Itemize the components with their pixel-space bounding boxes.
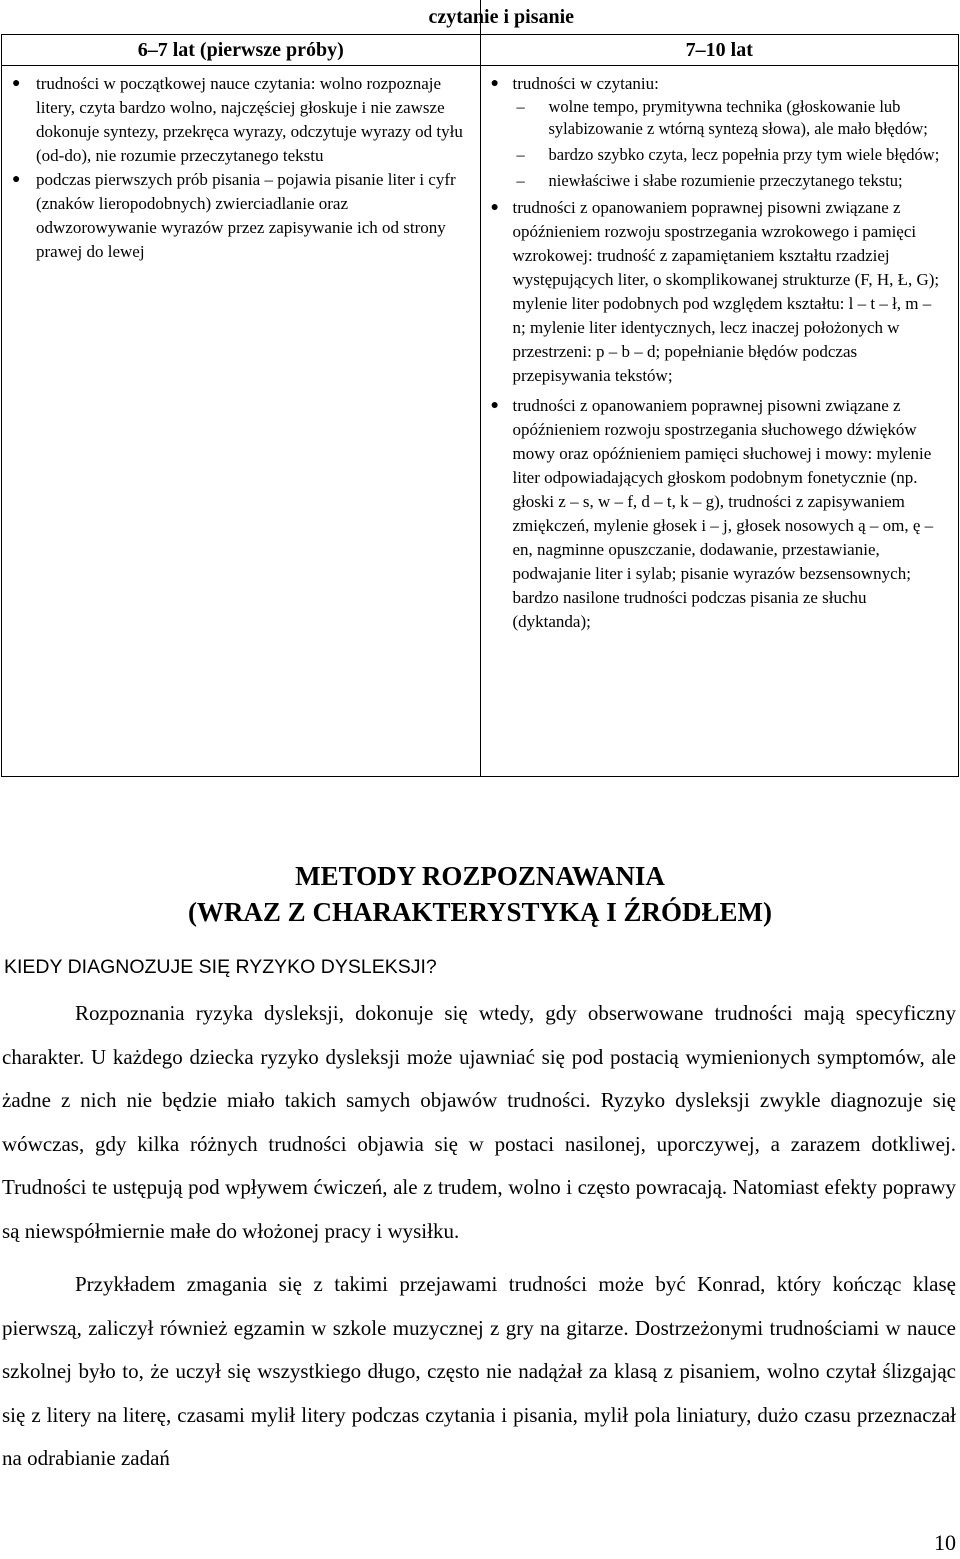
bullet-icon: ● (490, 76, 499, 91)
column-header-right: 7–10 lat (480, 35, 959, 66)
dash-icon: – (516, 97, 525, 116)
left-bullet-list (2, 66, 480, 264)
section-heading-line1: METODY ROZPOZNAWANIA (295, 861, 665, 891)
bullet-icon: ● (490, 398, 499, 413)
dash-item-text: niewłaściwe i słabe rozumienie przeczytanego tekstu; (548, 171, 903, 190)
paragraph: Przykładem zmagania się z takimi przejawami trudności może być Konrad, który kończąc klasę pierwszą, zaliczył również egzamin w szkole muzycznej z gry na gitarze. Dostrzeżonymi trudnościami w nauce szkolnej było to, że uczył się wszystkiego długo, często nie nadążał za klasą z pisaniem, wolno czytał ślizgając się z litery na literę, czasami mylił litery podczas czytania i pisania, mylił pola liniatury, dużo czasu przeznaczał na odrabianie zadań (2, 1272, 956, 1470)
column-header-left: 6–7 lat (pierwsze próby) (2, 35, 481, 66)
page-number: 10 (934, 1530, 956, 1555)
dash-item (513, 170, 947, 192)
dash-item-text: wolne tempo, prymitywna technika (głoskowanie lub sylabizowanie z wtórną syntezą słowa), ale mało błędów; (548, 97, 928, 138)
dash-icon: – (516, 171, 525, 190)
list-item (481, 72, 947, 192)
list-item (481, 196, 947, 388)
bullet-icon: ● (12, 76, 21, 91)
symptoms-grid (1, 0, 959, 777)
list-item (2, 72, 470, 168)
bullet-icon: ● (490, 200, 499, 215)
list-item-text: trudności z opanowaniem poprawnej pisowni związane z opóźnieniem rozwoju spostrzegania wzrokowego i pamięci wzrokowej: trudność z zapamiętaniem kształtu rzadziej występujących liter, o skomplikowanej strukturze (F, H, Ł, G); mylenie liter podobnych pod względem kształtu: l – t – ł, m – n; mylenie liter identycznych, lecz inaczej położonych w przestrzeni: p – b – d; popełnianie błędów podczas przepisywania tekstów; (512, 198, 940, 385)
bullet-icon: ● (12, 172, 21, 187)
reading-difficulties-title: trudności w czytaniu: (512, 74, 659, 93)
list-item-text: trudności w początkowej nauce czytania: wolno rozpoznaje litery, czyta bardzo wolno, najczęściej głoskuje i nie zawsze dokonuje syntezy, przekręca wyrazy, odczytuje wyrazy od tyłu (od-do), nie rozumie przeczytanego tekstu (36, 74, 463, 165)
dash-item (513, 144, 947, 166)
list-item (2, 168, 470, 264)
list-item-text: podczas pierwszych prób pisania – pojawia pisanie liter i cyfr (znaków lieropodobnych) zwierciadlanie oraz odwzorowywanie wyrazów przez zapisywanie ich od strony prawej do lewej (36, 170, 456, 261)
list-item-text: trudności z opanowaniem poprawnej pisowni związane z opóźnieniem rozwoju spostrzegania słuchowego dźwięków mowy oraz opóźnieniem pamięci słuchowej i mowy: mylenie liter odpowiadających głoskom podobnym fonetycznie (np. głoski z – s, w – f, d – t, k – g), trudności z zapisywaniem zmiękczeń, mylenie głosek i – j, głosek nosowych ą – om, ę – en, nagminne opuszczanie, dodawanie, przestawianie, podwajanie liter i sylab; pisanie wyrazów bezsensownych; bardzo nasilone trudności podczas pisania ze słuchu (dyktanda); (512, 396, 934, 631)
reading-dash-list (513, 96, 947, 192)
section-heading-line2: (WRAZ Z CHARAKTERYSTYKĄ I ŹRÓDŁEM) (187, 897, 773, 927)
right-bullet-list (481, 66, 959, 634)
table-header-empty-cell (2, 0, 481, 35)
table-header-title (428, 0, 959, 35)
list-item (481, 394, 947, 634)
dash-item (513, 96, 947, 140)
table-header-title-text: czytanie i pisanie (428, 6, 575, 28)
left-column-cell (2, 66, 481, 777)
dash-icon: – (516, 145, 525, 164)
right-column-cell (480, 66, 959, 777)
section-question: KIEDY DIAGNOZUJE SIĘ RYZYKO DYSLEKSJI? (4, 956, 437, 978)
symptoms-table (0, 0, 960, 777)
dash-item-text: bardzo szybko czyta, lecz popełnia przy tym wiele błędów; (548, 145, 940, 164)
document-section (0, 858, 960, 1481)
paragraph: Rozpoznania ryzyka dysleksji, dokonuje się wtedy, gdy obserwowane trudności mają specyficzny charakter. U każdego dziecka ryzyko dysleksji może ujawniać się pod postacią wymienionych symptomów, ale żadne z nich nie będzie miało takich samych objawów trudności. Ryzyko dysleksji zwykle diagnozuje się wówczas, gdy kilka różnych trudności objawia się w postaci nasilonej, uporczywej, a zarazem dotkliwej. Trudności te ustępują pod wpływem ćwiczeń, ale z trudem, wolno i często powracają. Natomiast efekty poprawy są niewspółmiernie małe do włożonej pracy i wysiłku. (2, 1001, 956, 1243)
